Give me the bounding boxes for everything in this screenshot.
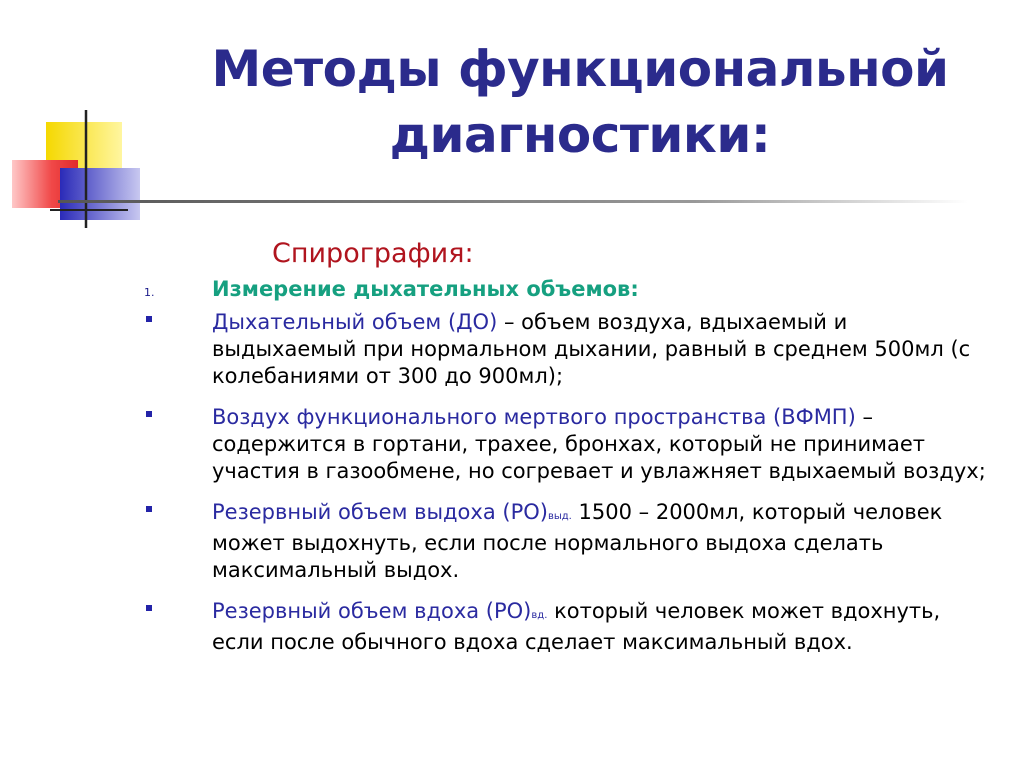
numbered-item-text: Измерение дыхательных объемов: (212, 277, 639, 301)
list-item-subscript: выд. (547, 511, 572, 522)
list-item-text: – объем воздуха, вдыхаемый и выдыхаемый при нормальном дыхании, равный в среднем 500мл (с колебаниями от 300 до 900мл); (212, 310, 971, 388)
list-item (140, 499, 990, 584)
list-item-text: 1500 – 2000мл, который человек может выдохнуть, если после нормального выдоха сделать максимальный выдох. (212, 500, 943, 582)
content-list (140, 276, 990, 670)
list-item-term: Воздух функционального мертвого пространства (ВФМП) (212, 405, 856, 429)
title-line-1: Методы функциональной (211, 40, 949, 98)
slide-title (190, 36, 970, 168)
slide-subtitle: Спирография: (272, 238, 474, 269)
deco-horizontal-rule (58, 200, 968, 203)
bullet-square-icon (146, 411, 152, 417)
list-item-term: Резервный объем выдоха (РО) (212, 500, 548, 524)
number-marker: 1. (144, 286, 155, 299)
bullet-square-icon (146, 506, 152, 512)
list-item (140, 404, 990, 485)
list-item (140, 598, 990, 656)
list-item-term: Резервный объем вдоха (РО) (212, 599, 532, 623)
title-line-2: диагностики: (389, 106, 771, 164)
list-item-subscript: вд. (531, 610, 548, 621)
numbered-item (140, 276, 990, 303)
list-item-term: Дыхательный объем (ДО) (212, 310, 498, 334)
list-item-text: – содержится в гортани, трахее, бронхах, который не принимает участия в газообмене, но согревает и увлажняет вдыхаемый воздух; (212, 405, 986, 483)
list-item-text: который человек может вдохнуть, если после обычного вдоха сделает максимальный вдох. (212, 599, 941, 654)
bullet-square-icon (146, 316, 152, 322)
list-item (140, 309, 990, 390)
deco-blue-square (60, 168, 140, 220)
bullet-square-icon (146, 605, 152, 611)
